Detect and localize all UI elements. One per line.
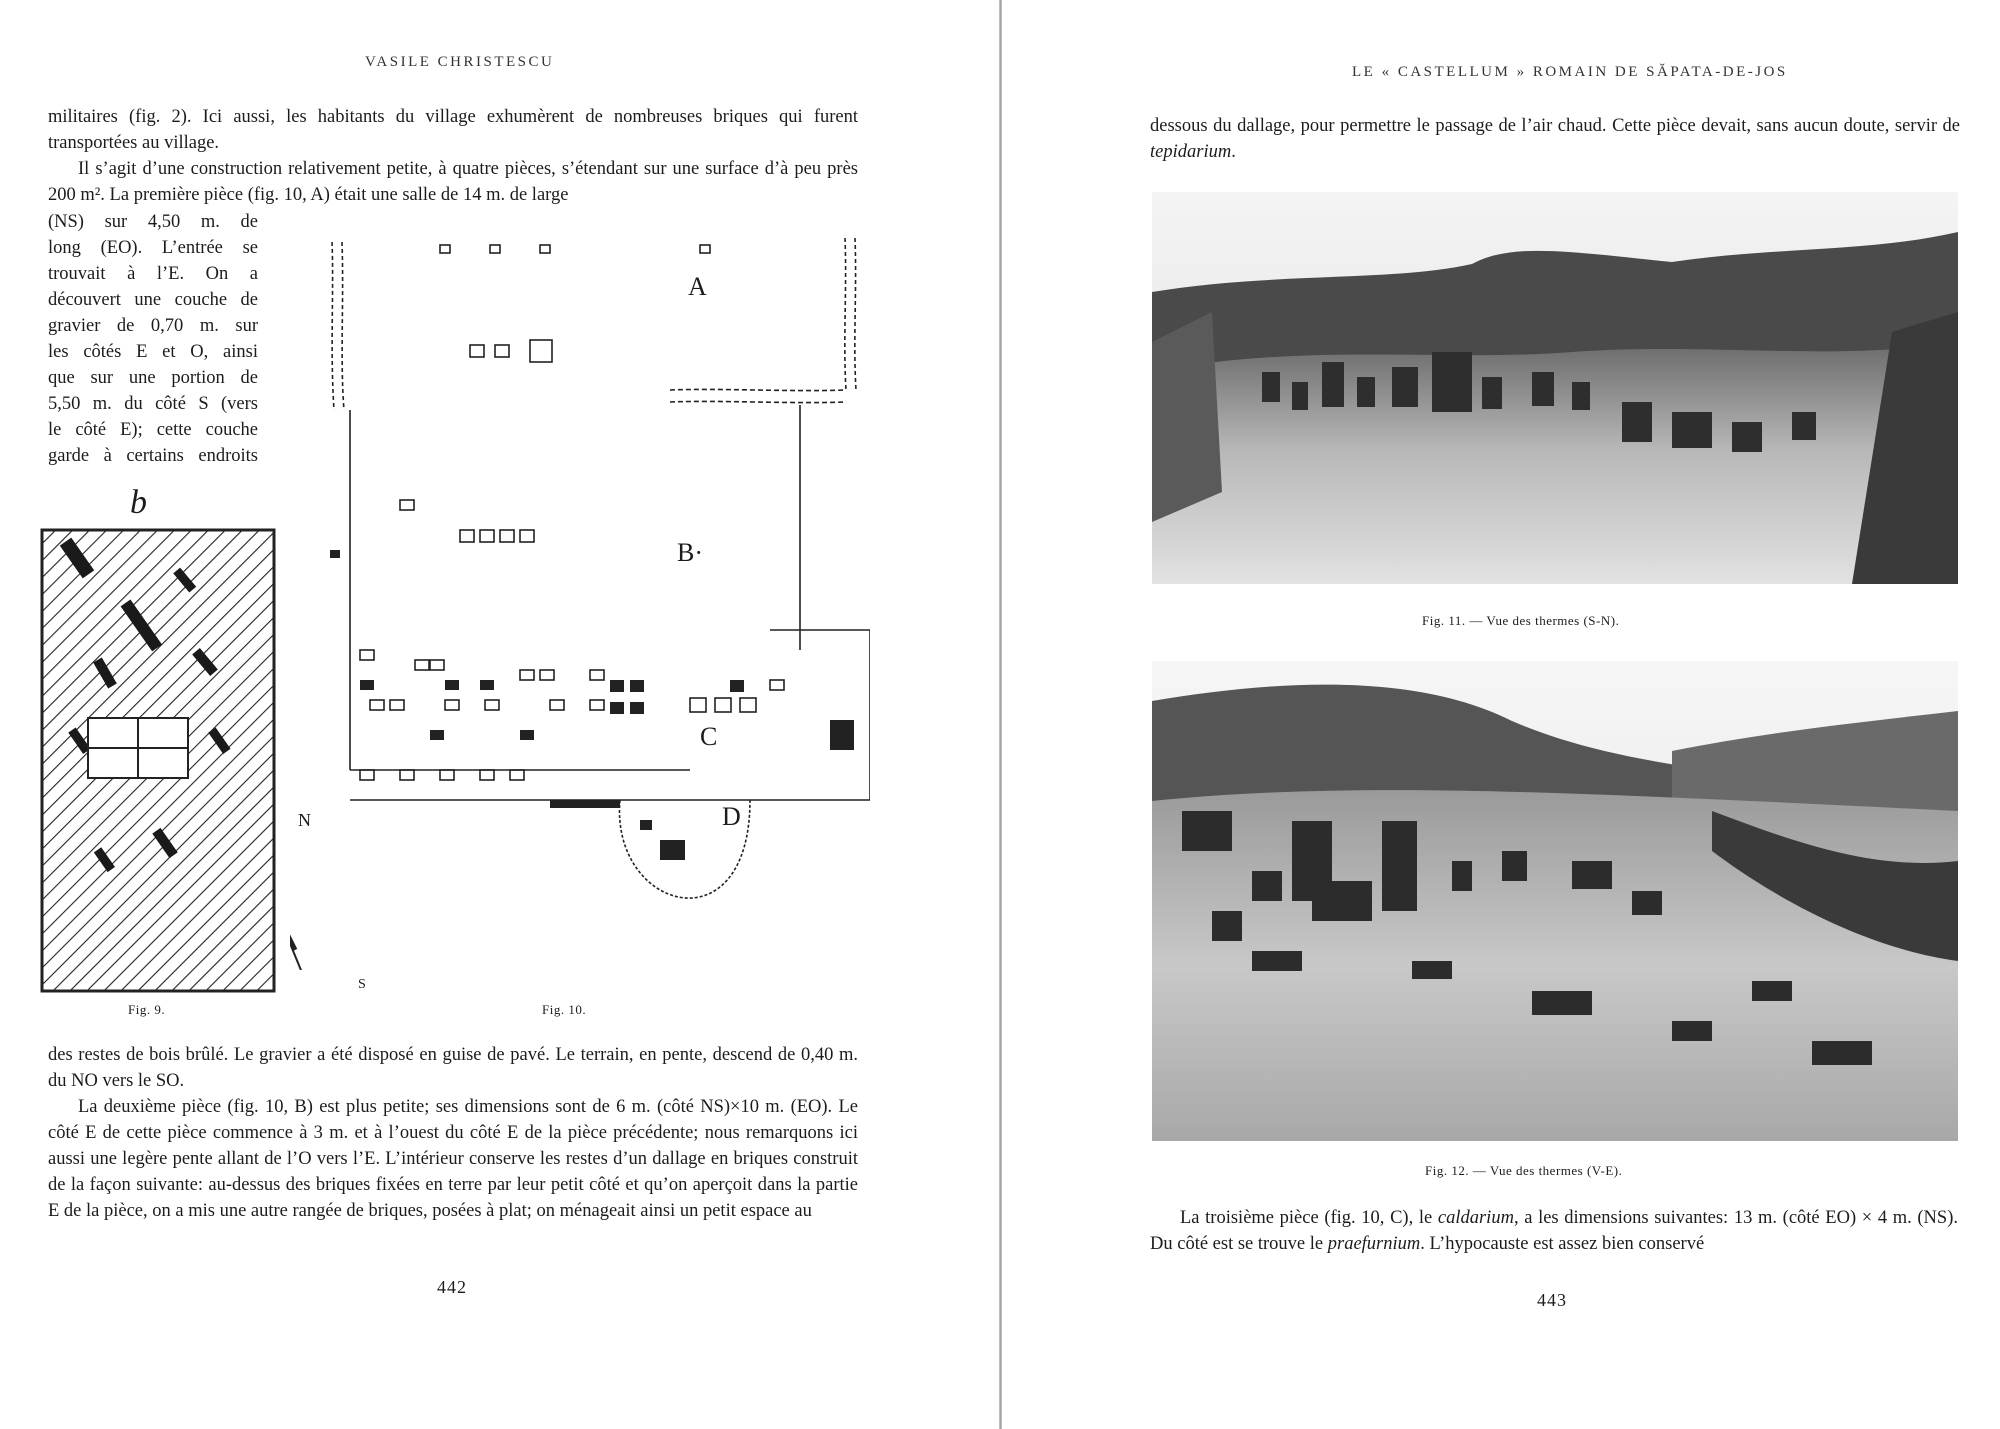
left-column-text [48,209,258,469]
left-top-text [48,104,858,208]
para-top-end: . [1231,142,1236,162]
running-head-left: VASILE CHRISTESCU [365,54,555,70]
right-top-text [1150,113,1960,165]
fig10-caption: Fig. 10. [542,1002,587,1017]
para-intro: Il s’agit d’une construction relativement petite, à quatre pièces, s’étendant sur une surface d’à peu près 200 m². La première pièce (fig. 10, A) était une salle de 14 m. de large [48,159,858,205]
col-line: gravier de 0,70 m. sur [48,316,258,336]
para-second-room: La deuxième pièce (fig. 10, B) est plus petite; ses dimensions sont de 6 m. (côté NS)×10 m. (EO). Le côté E de cette pièce commence à 3 m. et à l’ouest du côté E de la pièce précédente; nous remarquons ici aussi une legère pente allant de l’O vers l’E. L’intérieur conserve les restes d’un dallage en briques construit de la façon suivante: au-dessus des briques fixées en terre par leur petit côté et qu’on aperçoit dans la partie E de la pièce, on a mis une autre rangée de briques, posées à plat; on ménageait ainsi un petit espace au [48,1097,858,1221]
plan-north-label: N [298,810,311,830]
col-line: garde à certains endroits [48,446,258,466]
para-third-room [1150,1205,1958,1257]
fig11-caption: Fig. 11. — Vue des thermes (S-N). [1422,613,1620,628]
col-line: (NS) sur 4,50 m. de [48,212,258,232]
para-top-text: dessous du dallage, pour permettre le passage de l’air chaud. Cette pièce devait, sans aucun doute, servir de [1150,116,1960,136]
para-top: militaires (fig. 2). Ici aussi, les habitants du village exhumèrent de nombreuses briques qui furent transportées au village. [48,107,858,153]
col-line: long (EO). L’entrée se [48,238,258,258]
plan-south-label: S [358,977,366,992]
fig10-plan [290,210,870,970]
col-line: les côtés E et O, ainsi [48,342,258,362]
para-third-a: La troisième pièce (fig. 10, C), le [1180,1208,1438,1228]
col-line: le côté E); cette couche [48,420,258,440]
page-number-right: 443 [1537,1290,1567,1310]
plan-label-C: C [700,722,718,751]
left-bottom-text [48,1042,858,1224]
col-line: trouvait à l’E. On a [48,264,258,284]
para-continued: des restes de bois brûlé. Le gravier a été disposé en guise de pavé. Le terrain, en pente, descend de 0,40 m. du NO vers le SO. [48,1045,858,1091]
fig11-photo [1152,192,1958,584]
col-line: que sur une portion de [48,368,258,388]
col-line: découvert une couche de [48,290,258,310]
plan-label-A: A [688,272,707,301]
fig9-letter: b [130,484,147,521]
para-third-c: . L’hypocauste est assez bien conservé [1420,1234,1705,1254]
term-caldarium: caldarium [1437,1208,1514,1228]
fig9-caption: Fig. 9. [128,1002,166,1017]
para-tepidarium [1150,113,1960,165]
fig12-caption: Fig. 12. — Vue des thermes (V-E). [1425,1163,1623,1178]
plan-label-D: D [722,802,741,831]
page-number-left: 442 [437,1277,467,1297]
fig12-photo [1152,661,1958,1141]
term-tepidarium: tepidarium [1150,142,1232,162]
right-page [1000,0,2000,1429]
fig9-hatched-drawing [40,528,276,993]
right-bottom-text [1150,1205,1958,1257]
plan-label-B: B· [677,538,703,567]
para-third-b: , a les dimensions suivantes: 13 m. (côté EO) × 4 m. (NS). Du côté est se trouve le [1150,1208,1958,1254]
term-praefurnium: praefurnium [1327,1234,1421,1254]
running-head-right: LE « CASTELLUM » ROMAIN DE SĂPATA-DE-JOS [1352,64,1788,80]
col-line: 5,50 m. du côté S (vers [48,394,258,414]
